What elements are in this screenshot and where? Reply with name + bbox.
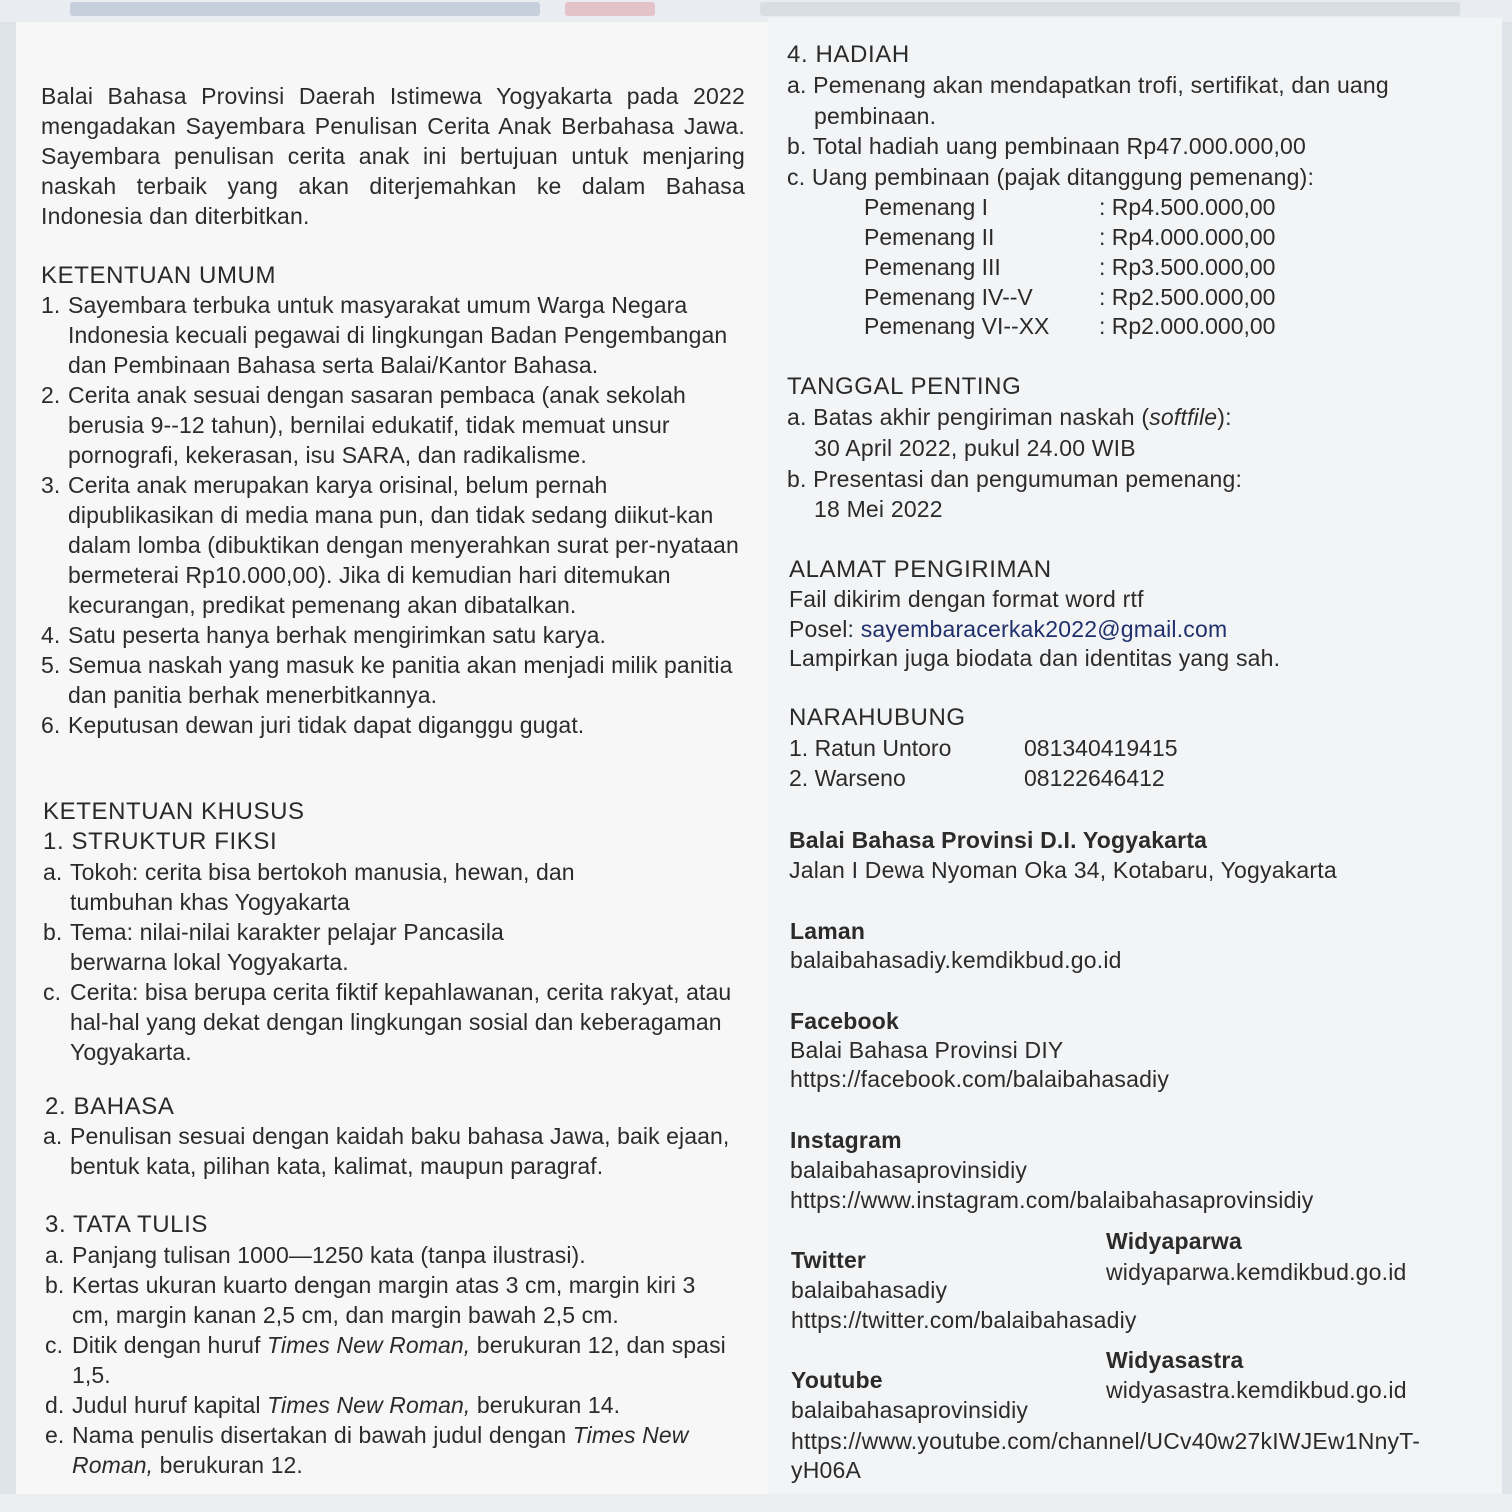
list-item: 3. Cerita anak merupakan karya orisinal, belum pernah dipublikasikan di media mana pun, dan tidak sedang diikut-kan dalam lomba (dibuktikan dengan menyerahkan surat per-nyataan bermeterai Rp10.000,00). Jika di kemudian hari ditemukan kecurangan, predikat pemenang akan dibatalkan. <box>41 472 739 618</box>
balai-name: Balai Bahasa Provinsi D.I. Yogyakarta <box>789 827 1208 853</box>
list-item: 4. Satu peserta hanya berhak mengirimkan satu karya. <box>41 622 607 648</box>
prize-label: Pemenang II <box>864 224 995 250</box>
hadiah-item-c: c. Uang pembinaan (pajak ditanggung pemenang): <box>787 164 1315 190</box>
list-item: 6. Keputusan dewan juri tidak dapat diganggu gugat. <box>41 712 585 738</box>
tanggal-item-a-date: 30 April 2022, pukul 24.00 WIB <box>814 435 1136 461</box>
intro-paragraph: Balai Bahasa Provinsi Daerah Istimewa Yogyakarta pada 2022 mengadakan Sayembara Penulisan Cerita Anak Berbahasa Jawa. Sayembara penulisan cerita anak ini bertujuan untuk menjaring naskah terbaik yang akan diterjemahkan ke dalam Bahasa Indonesia dan diterbitkan. <box>41 83 745 229</box>
list-item: b. Tema: nilai-nilai karakter pelajar Pancasila berwarna lokal Yogyakarta. <box>43 919 504 975</box>
facebook-name: Balai Bahasa Provinsi DIY <box>790 1037 1064 1063</box>
ketentuan-umum-list <box>41 290 757 740</box>
laman-url[interactable]: balaibahasadiy.kemdikbud.go.id <box>790 947 1122 973</box>
blurred-header-accent <box>565 2 655 16</box>
widyasastra-label: Widyasastra <box>1106 1347 1244 1373</box>
twitter-label: Twitter <box>791 1247 867 1273</box>
list-item: 1. Sayembara terbuka untuk masyarakat umum Warga Negara Indonesia kecuali pegawai di lingkungan Badan Pengembangan dan Pembinaan Bahasa serta Balai/Kantor Bahasa. <box>41 292 728 378</box>
youtube-url[interactable]: https://www.youtube.com/channel/UCv40w27kIWJEw1NnyT- <box>791 1428 1421 1454</box>
contact-name: 1. Ratun Untoro <box>789 735 952 761</box>
tanggal-item-a: a. Batas akhir pengiriman naskah (softfile): <box>787 404 1232 430</box>
facebook-url[interactable]: https://facebook.com/balaibahasadiy <box>790 1066 1170 1092</box>
email-link[interactable]: sayembaracerkak2022@gmail.com <box>860 616 1228 642</box>
tanggal-item-b: b. Presentasi dan pengumuman pemenang: <box>787 466 1243 492</box>
prize-label: Pemenang IV--V <box>864 284 1033 310</box>
bahasa-heading: 2. BAHASA <box>45 1093 175 1120</box>
youtube-name: balaibahasaprovinsidiy <box>791 1397 1029 1423</box>
contact-phone: 081340419415 <box>1024 735 1178 761</box>
blurred-header-strip-right <box>760 2 1460 16</box>
alamat-heading: ALAMAT PENGIRIMAN <box>789 556 1052 583</box>
alamat-format: Fail dikirim dengan format word rtf <box>789 586 1144 612</box>
tanggal-item-b-date: 18 Mei 2022 <box>814 496 943 522</box>
instagram-name: balaibahasaprovinsidiy <box>790 1157 1028 1183</box>
tata-tulis-heading: 3. TATA TULIS <box>45 1211 208 1238</box>
struktur-fiksi-list <box>43 857 743 1067</box>
balai-address: Jalan I Dewa Nyoman Oka 34, Kotabaru, Yogyakarta <box>789 857 1337 883</box>
list-item: c. Ditik dengan huruf Times New Roman, berukuran 12, dan spasi 1,5. <box>45 1332 726 1388</box>
list-item: 2. Cerita anak sesuai dengan sasaran pembaca (anak sekolah berusia 9--12 tahun), bernilai edukatif, tidak memuat unsur pornografi, kekerasan, isu SARA, dan radikalisme. <box>41 382 686 468</box>
twitter-url[interactable]: https://twitter.com/balaibahasadiy <box>791 1307 1137 1333</box>
list-item: e. Nama penulis disertakan di bawah judul dengan Times New Roman, berukuran 12. <box>45 1422 689 1478</box>
instagram-label: Instagram <box>790 1127 902 1153</box>
widyaparwa-label: Widyaparwa <box>1106 1228 1243 1254</box>
tanggal-penting-heading: TANGGAL PENTING <box>787 373 1022 400</box>
list-item: a. Penulisan sesuai dengan kaidah baku bahasa Jawa, baik ejaan, bentuk kata, pilihan kata, kalimat, maupun paragraf. <box>43 1123 730 1179</box>
prize-amount: : Rp4.000.000,00 <box>1099 224 1276 250</box>
widyaparwa-url[interactable]: widyaparwa.kemdikbud.go.id <box>1106 1259 1407 1285</box>
contact-phone: 08122646412 <box>1024 765 1165 791</box>
hadiah-item-a-cont: pembinaan. <box>814 103 937 129</box>
contact-name: 2. Warseno <box>789 765 906 791</box>
prize-label: Pemenang I <box>864 194 989 220</box>
ketentuan-umum-heading: KETENTUAN UMUM <box>41 262 277 289</box>
hadiah-item-b: b. Total hadiah uang pembinaan Rp47.000.000,00 <box>787 133 1307 159</box>
prize-amount: : Rp2.500.000,00 <box>1099 284 1276 310</box>
list-item: d. Judul huruf kapital Times New Roman, berukuran 14. <box>45 1392 621 1418</box>
prize-label: Pemenang III <box>864 254 1001 280</box>
list-item: a. Panjang tulisan 1000—1250 kata (tanpa ilustrasi). <box>45 1242 586 1268</box>
youtube-url-cont[interactable]: yH06A <box>791 1457 862 1483</box>
narahubung-heading: NARAHUBUNG <box>789 704 966 731</box>
prize-amount: : Rp3.500.000,00 <box>1099 254 1276 280</box>
list-item: 5. Semua naskah yang masuk ke panitia akan menjadi milik panitia dan panitia berhak menerbitkannya. <box>41 652 733 708</box>
alamat-posel: Posel: sayembaracerkak2022@gmail.com <box>789 616 1228 642</box>
hadiah-item-a: a. Pemenang akan mendapatkan trofi, sertifikat, dan uang <box>787 72 1389 98</box>
widyasastra-url[interactable]: widyasastra.kemdikbud.go.id <box>1106 1377 1407 1403</box>
bahasa-list <box>43 1121 743 1181</box>
alamat-lampiran: Lampirkan juga biodata dan identitas yang sah. <box>789 645 1281 671</box>
laman-label: Laman <box>790 918 866 944</box>
facebook-label: Facebook <box>790 1008 899 1034</box>
tata-tulis-list <box>45 1240 735 1480</box>
ketentuan-khusus-heading: KETENTUAN KHUSUS <box>43 798 305 825</box>
prize-amount: : Rp2.000.000,00 <box>1099 313 1276 339</box>
list-item: b. Kertas ukuran kuarto dengan margin atas 3 cm, margin kiri 3 cm, margin kanan 2,5 cm, dan margin bawah 2,5 cm. <box>45 1272 696 1328</box>
list-item: c. Cerita: bisa berupa cerita fiktif kepahlawanan, cerita rakyat, atau hal-hal yang dekat dengan lingkungan sosial dan keberagaman Yogyakarta. <box>43 979 732 1065</box>
struktur-fiksi-heading: 1. STRUKTUR FIKSI <box>43 828 278 855</box>
blurred-header-strip <box>70 2 540 16</box>
youtube-label: Youtube <box>791 1367 883 1393</box>
list-item: a. Tokoh: cerita bisa bertokoh manusia, hewan, dan tumbuhan khas Yogyakarta <box>43 859 575 915</box>
prize-amount: : Rp4.500.000,00 <box>1099 194 1276 220</box>
twitter-name: balaibahasadiy <box>791 1277 948 1303</box>
instagram-url[interactable]: https://www.instagram.com/balaibahasaprovinsidiy <box>790 1187 1314 1213</box>
prize-label: Pemenang VI--XX <box>864 313 1050 339</box>
bottom-edge-band <box>0 1494 1512 1512</box>
hadiah-heading: 4. HADIAH <box>787 41 910 68</box>
